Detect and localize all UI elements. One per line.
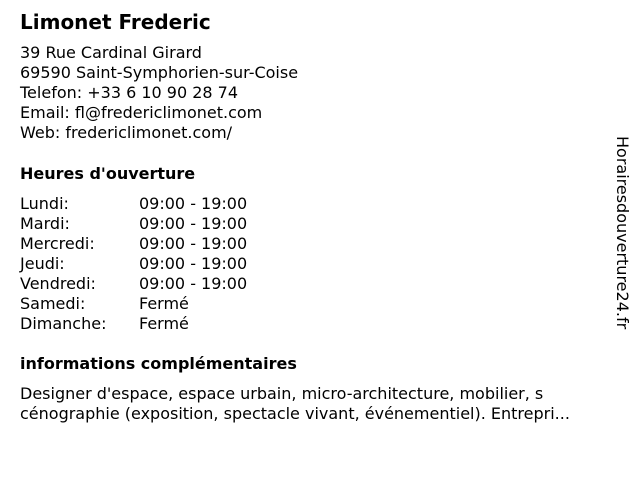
website: Web: fredericlimonet.com/ bbox=[20, 123, 233, 142]
additional-info-heading: informations complémentaires bbox=[20, 354, 297, 373]
description-line: Designer d'espace, espace urbain, micro-architecture, mobilier, s bbox=[20, 384, 544, 403]
address-street: 39 Rue Cardinal Girard bbox=[20, 43, 202, 62]
day-label: Mardi: bbox=[20, 214, 70, 233]
day-hours: Fermé bbox=[139, 294, 189, 313]
watermark: Horairesdouverture24.fr bbox=[613, 136, 632, 330]
day-hours: 09:00 - 19:00 bbox=[139, 214, 248, 233]
day-label: Samedi: bbox=[20, 294, 86, 313]
email-address: Email: fl@fredericlimonet.com bbox=[20, 103, 263, 122]
day-label: Mercredi: bbox=[20, 234, 95, 253]
description-line: cénographie (exposition, spectacle vivant, événementiel). Entrepri... bbox=[20, 404, 570, 423]
phone-number: Telefon: +33 6 10 90 28 74 bbox=[20, 83, 239, 102]
day-hours: 09:00 - 19:00 bbox=[139, 234, 248, 253]
business-description bbox=[20, 384, 620, 424]
business-name: Limonet Frederic bbox=[20, 10, 211, 34]
contact-block bbox=[20, 43, 298, 143]
day-label: Vendredi: bbox=[20, 274, 96, 293]
day-label: Lundi: bbox=[20, 194, 69, 213]
day-hours: 09:00 - 19:00 bbox=[139, 274, 248, 293]
day-label: Jeudi: bbox=[20, 254, 65, 273]
day-hours: Fermé bbox=[139, 314, 189, 333]
day-label: Dimanche: bbox=[20, 314, 107, 333]
day-hours: 09:00 - 19:00 bbox=[139, 254, 248, 273]
opening-hours-heading: Heures d'ouverture bbox=[20, 164, 196, 183]
address-city: 69590 Saint-Symphorien-sur-Coise bbox=[20, 63, 299, 82]
day-hours: 09:00 - 19:00 bbox=[139, 194, 248, 213]
